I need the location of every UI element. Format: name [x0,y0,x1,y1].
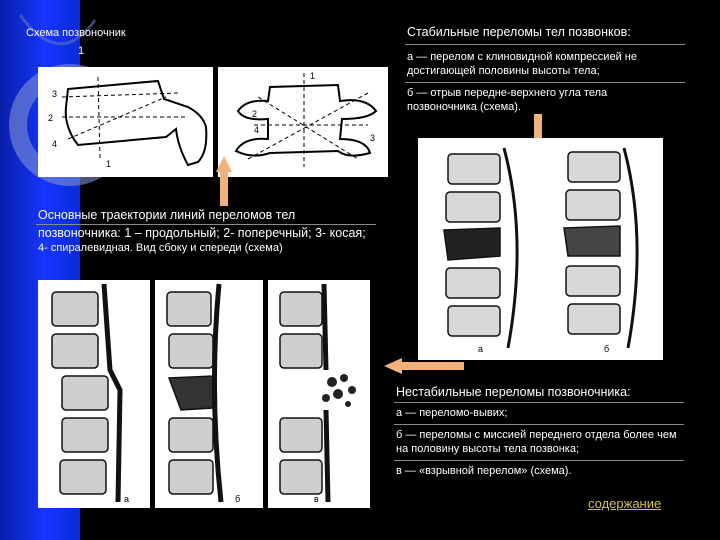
side-label-1: 3 [52,89,58,99]
unstable-xray-b [155,280,263,508]
contents-link[interactable]: содержание [588,496,662,511]
left-number: 1 [78,45,85,57]
stable-fracture-xrays [418,138,663,360]
stable-item-b: б — отрыв передне-верхнего угла тела позвоночника (схема). [407,87,608,113]
side-view-schematic [38,67,213,177]
unstable-heading: Нестабильные переломы позвоночника: [396,385,631,399]
unstable-xray-a [38,280,150,508]
stable-label-a: а [478,344,484,354]
stable-divider-1 [405,44,685,45]
front-label-4: 3 [370,133,376,143]
front-label-2: 2 [252,109,258,119]
front-label-1: 1 [310,71,316,81]
trajectory-line-1: Основные траектории линий переломов тел [38,208,296,222]
unstable-item-c: в — «взрывной перелом» (схема). [396,465,572,477]
up-arrow-icon [216,156,232,206]
unstable-label-b: б [235,494,241,504]
stable-item-a: а — перелом с клиновидной компрессией не достигающей половины высоты тела; [407,51,637,77]
trajectory-line-3: 4- спиралевидная. Вид сбоку и спереди (схема) [38,242,283,254]
trajectory-line-2: позвоночника: 1 – продольный; 2- поперечный; 3- косая; [38,226,366,240]
unstable-divider-3 [394,460,684,461]
side-label-2: 2 [48,113,54,123]
side-label-3: 4 [52,139,58,149]
front-view-drawing [218,67,388,177]
unstable-xray-c [268,280,370,508]
front-view-schematic [218,67,388,177]
unstable-item-a: а — переломо-вывих; [396,407,508,419]
stable-heading: Стабильные переломы тел позвонков: [407,25,631,39]
unstable-xray-b-drawing [155,280,263,508]
left-arrow-icon [384,358,464,374]
unstable-label-a: а [124,494,130,504]
stable-xray-drawing [418,138,663,360]
front-label-3: 4 [254,125,260,135]
side-view-drawing [38,67,213,177]
unstable-xray-a-drawing [38,280,150,508]
unstable-label-c: в [314,494,319,504]
unstable-divider-1 [394,402,684,403]
unstable-item-b: б — переломы с миссией переднего отдела более чем на половину высоты тела позвонка; [396,429,677,455]
unstable-divider-2 [394,424,684,425]
stable-label-b: б [604,344,610,354]
left-title: Схема позвоночник [26,27,126,39]
stable-divider-2 [405,82,685,83]
unstable-xray-c-drawing [268,280,370,508]
side-label-4: 1 [106,159,112,169]
